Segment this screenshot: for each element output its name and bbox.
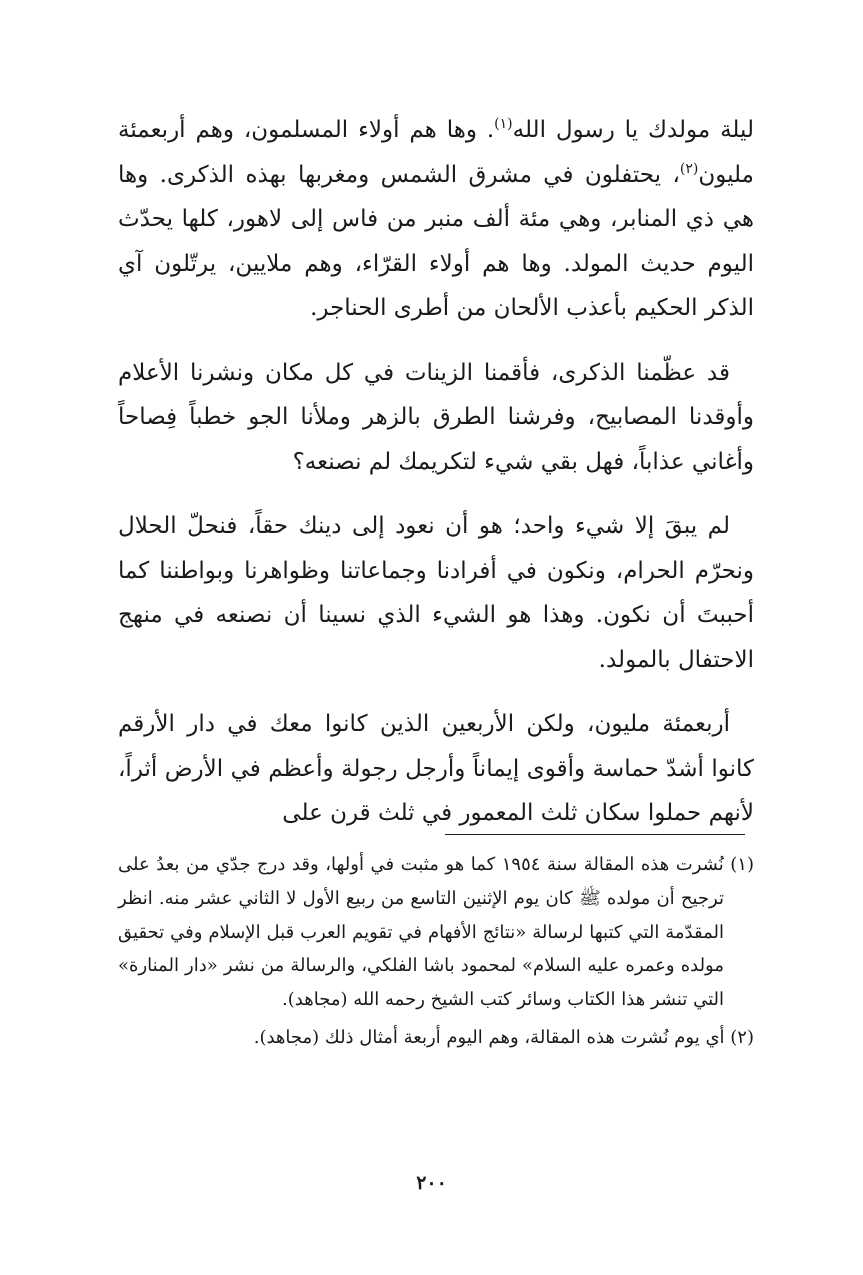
page-number: ٢٠٠: [416, 1172, 447, 1194]
paragraph-1-part-3: ، يحتفلون في مشرق الشمس ومغربها بهذه الذكرى. وها هي ذي المنابر، وهي مئة ألف منبر من فاس إلى لاهور، كلها يحدّث اليوم حديث المولد. وها هم أولاء القرّاء، وهم ملايين، يرتّلون آي الذكر الحكيم بأعذب الألحان من أطرى الحناجر.: [118, 161, 754, 321]
paragraph-4: أربعمئة مليون، ولكن الأربعين الذين كانوا معك في دار الأرقم كانوا أشدّ حماسة وأقوى إيماناً وأرجل رجولة وأعظم في الأرض أثراً، لأنهم حملوا سكان ثلث المعمور في ثلث قرن على: [118, 711, 754, 826]
footnote-ref-2: (٢): [679, 160, 699, 177]
main-text: [118, 108, 754, 856]
footnotes: [118, 848, 754, 1059]
footnote-1: (١) نُشرت هذه المقالة سنة ١٩٥٤ كما هو مثبت في أولها، وقد درج جدّي من بعدُ على ترجيح أن مولده ﷺ كان يوم الإثنين التاسع من ربيع الأول لا الثاني عشر منه. انظر المقدّمة التي كتبها لرسالة «نتائج الأفهام في تقويم العرب قبل الإسلام وفي تحقيق مولده وعمره عليه السلام» لمحمود باشا الفلكي، والرسالة من نشر «دار المنارة» التي تنشر هذا الكتاب وسائر كتب الشيخ رحمه الله (مجاهد).: [118, 854, 754, 1011]
paragraph-1-part-1: ليلة مولدك يا رسول الله: [512, 117, 754, 143]
footnote-divider: [445, 834, 745, 835]
footnote-2: (٢) أي يوم نُشرت هذه المقالة، وهم اليوم أربعة أمثال ذلك (مجاهد).: [253, 1026, 754, 1048]
paragraph-3: لم يبقَ إلا شيء واحد؛ هو أن نعود إلى دينك حقاً، فنحلّ الحلال ونحرّم الحرام، ونكون في أفرادنا وجماعاتنا وظواهرنا وبواطننا كما أحببتَ أن نكون. وهذا هو الشيء الذي نسينا أن نصنعه في منهج الاحتفال بالمولد.: [118, 513, 754, 673]
paragraph-1: [118, 108, 754, 331]
paragraph-1-part-2: . وها هم أولاء المسلمون، وهم أربعمئة مليون: [118, 117, 754, 188]
paragraph-2: قد عظّمنا الذكرى، فأقمنا الزينات في كل مكان ونشرنا الأعلام وأوقدنا المصابيح، وفرشنا الطرق بالزهر وملأنا الجو خطباً فِصاحاً وأغاني عذاباً، فهل بقي شيء لتكريمك لم نصنعه؟: [118, 359, 754, 475]
footnote-ref-1: (١): [494, 116, 513, 132]
